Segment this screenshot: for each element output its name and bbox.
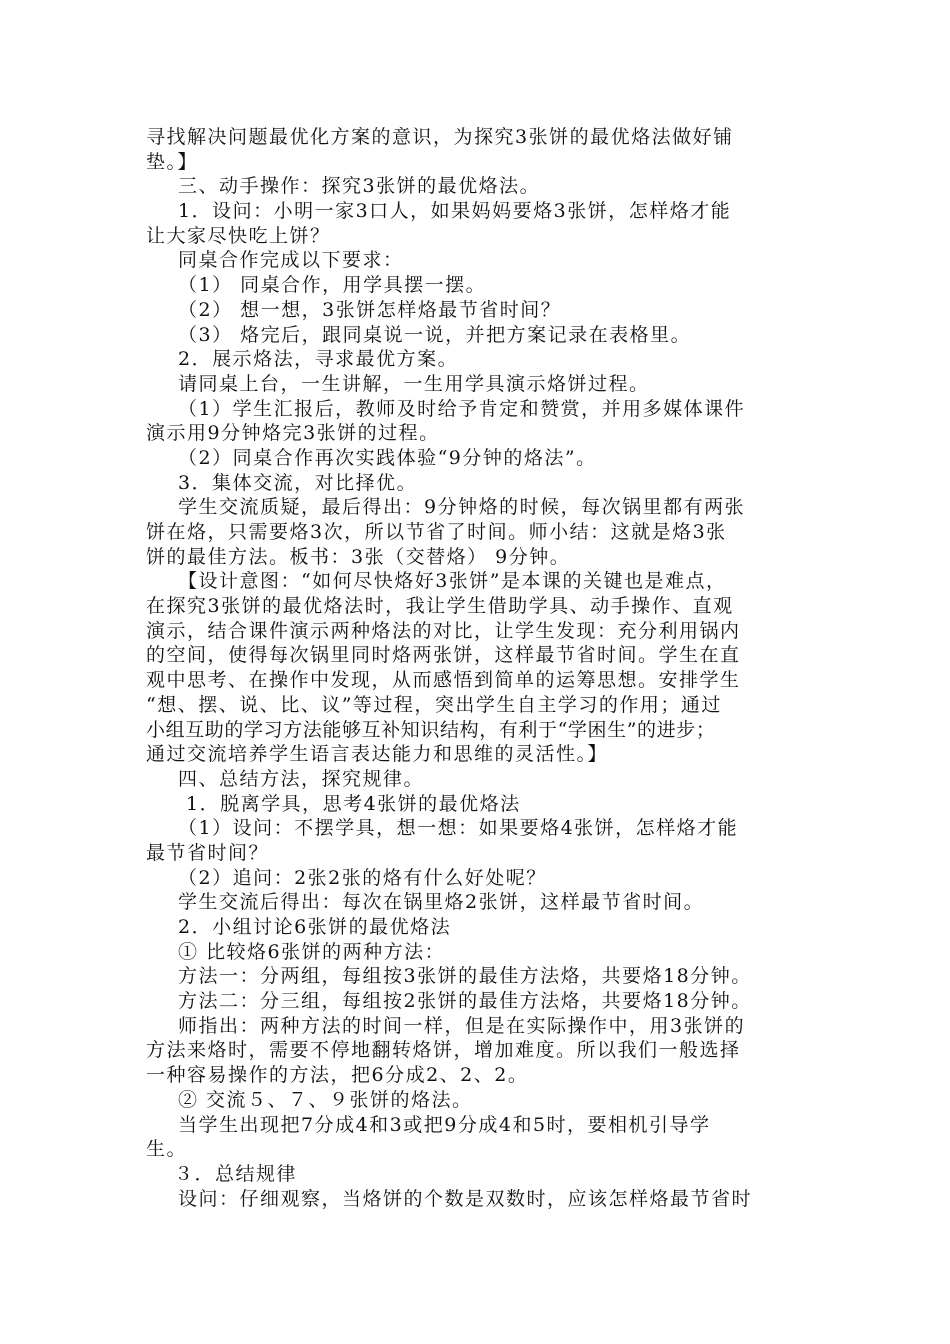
text-line: （2）追问：2张2张的烙有什么好处呢？ <box>178 866 547 889</box>
text-line: 同桌合作完成以下要求： <box>178 249 404 272</box>
text-line: 当学生出现把7分成4和3或把9分成4和5时，要相机引导学 <box>178 1113 711 1136</box>
text-line: 饼的最佳方法。板书：3张（交替烙） 9分钟。 <box>146 545 571 568</box>
text-line: 最节省时间？ <box>146 841 270 864</box>
text-line: 1．脱离学具，思考4张饼的最优烙法 <box>186 792 521 815</box>
text-line: ３．总结规律 <box>174 1162 298 1185</box>
document-page <box>146 125 806 1211</box>
text-line: （1）设问：不摆学具，想一想：如果要烙4张饼，怎样烙才能 <box>178 817 739 840</box>
text-line: 生。 <box>146 1138 188 1161</box>
text-line: 四、总结方法，探究规律。 <box>178 767 425 790</box>
text-line: 方法来烙时，需要不停地翻转烙饼，增加难度。所以我们一般选择 <box>146 1039 741 1062</box>
text-line: 一种容易操作的方法，把6分成2、2、2。 <box>146 1064 529 1087</box>
text-line: 师指出：两种方法的时间一样，但是在实际操作中，用3张饼的 <box>178 1014 746 1037</box>
text-line: 1．设问：小明一家3口人，如果妈妈要烙3张饼，怎样烙才能 <box>178 200 732 223</box>
text-line: 方法一：分两组，每组按3张饼的最佳方法烙，共要烙18分钟。 <box>178 965 752 988</box>
text-line: 寻找解决问题最优化方案的意识，为探究3张饼的最优烙法做好铺 <box>146 126 734 148</box>
text-line: 演示用9分钟烙完3张饼的过程。 <box>146 422 440 445</box>
text-line: 观中思考、在操作中发现，从而感悟到简单的运筹思想。安排学生 <box>146 669 741 692</box>
text-line: ② 交流５、７、９张饼的烙法。 <box>178 1088 473 1111</box>
text-line: 让大家尽快吃上饼？ <box>146 224 331 247</box>
text-line: 方法二：分三组，每组按2张饼的最佳方法烙，共要烙18分钟。 <box>178 990 752 1013</box>
text-line: 饼在烙，只需要烙3次，所以节省了时间。师小结：这就是烙3张 <box>146 521 727 543</box>
text-line: 请同桌上台，一生讲解，一生用学具演示烙饼过程。 <box>178 372 650 395</box>
text-line: 3．集体交流，对比择优。 <box>178 471 418 494</box>
text-line: 学生交流后得出：每次在锅里烙2张饼，这样最节省时间。 <box>178 891 705 914</box>
text-line: （3） 烙完后，跟同桌说一说，并把方案记录在表格里。 <box>178 323 692 346</box>
text-line: 通过交流培养学生语言表达能力和思维的灵活性。】 <box>146 743 609 766</box>
text-line: 【设计意图：“如何尽快烙好3张饼”是本课的关键也是难点， <box>178 570 727 593</box>
text-line: 小组互助的学习方法能够互补知识结构，有利于“学困生”的进步； <box>146 718 716 741</box>
text-line: ① 比较烙6张饼的两种方法： <box>178 940 446 963</box>
text-line: （1） 同桌合作，用学具摆一摆。 <box>178 274 487 297</box>
text-line: 的空间，使得每次锅里同时烙两张饼，这样最节省时间。学生在直 <box>146 644 741 667</box>
text-line: （2）同桌合作再次实践体验“9分钟的烙法”。 <box>178 446 597 469</box>
text-line: （2） 想一想，3张饼怎样烙最节省时间？ <box>178 298 562 321</box>
text-line: 2．小组讨论6张饼的最优烙法 <box>178 916 452 938</box>
text-line: 三、动手操作：探究3张饼的最优烙法。 <box>178 175 541 198</box>
text-line: 2．展示烙法，寻求最优方案。 <box>178 348 459 371</box>
text-line: 设问：仔细观察，当烙饼的个数是双数时，应该怎样烙最节省时 <box>178 1187 753 1210</box>
text-line: “想、摆、说、比、议”等过程，突出学生自主学习的作用；通过 <box>146 693 722 716</box>
text-line: 在探究3张饼的最优烙法时，我让学生借助学具、动手操作、直观 <box>146 595 734 618</box>
text-line: （1）学生汇报后，教师及时给予肯定和赞赏，并用多媒体课件 <box>178 397 746 420</box>
text-line: 演示，结合课件演示两种烙法的对比，让学生发现：充分利用锅内 <box>146 619 741 642</box>
text-line: 垫。】 <box>146 150 199 173</box>
text-line: 学生交流质疑，最后得出：9分钟烙的时候，每次锅里都有两张 <box>178 496 746 519</box>
